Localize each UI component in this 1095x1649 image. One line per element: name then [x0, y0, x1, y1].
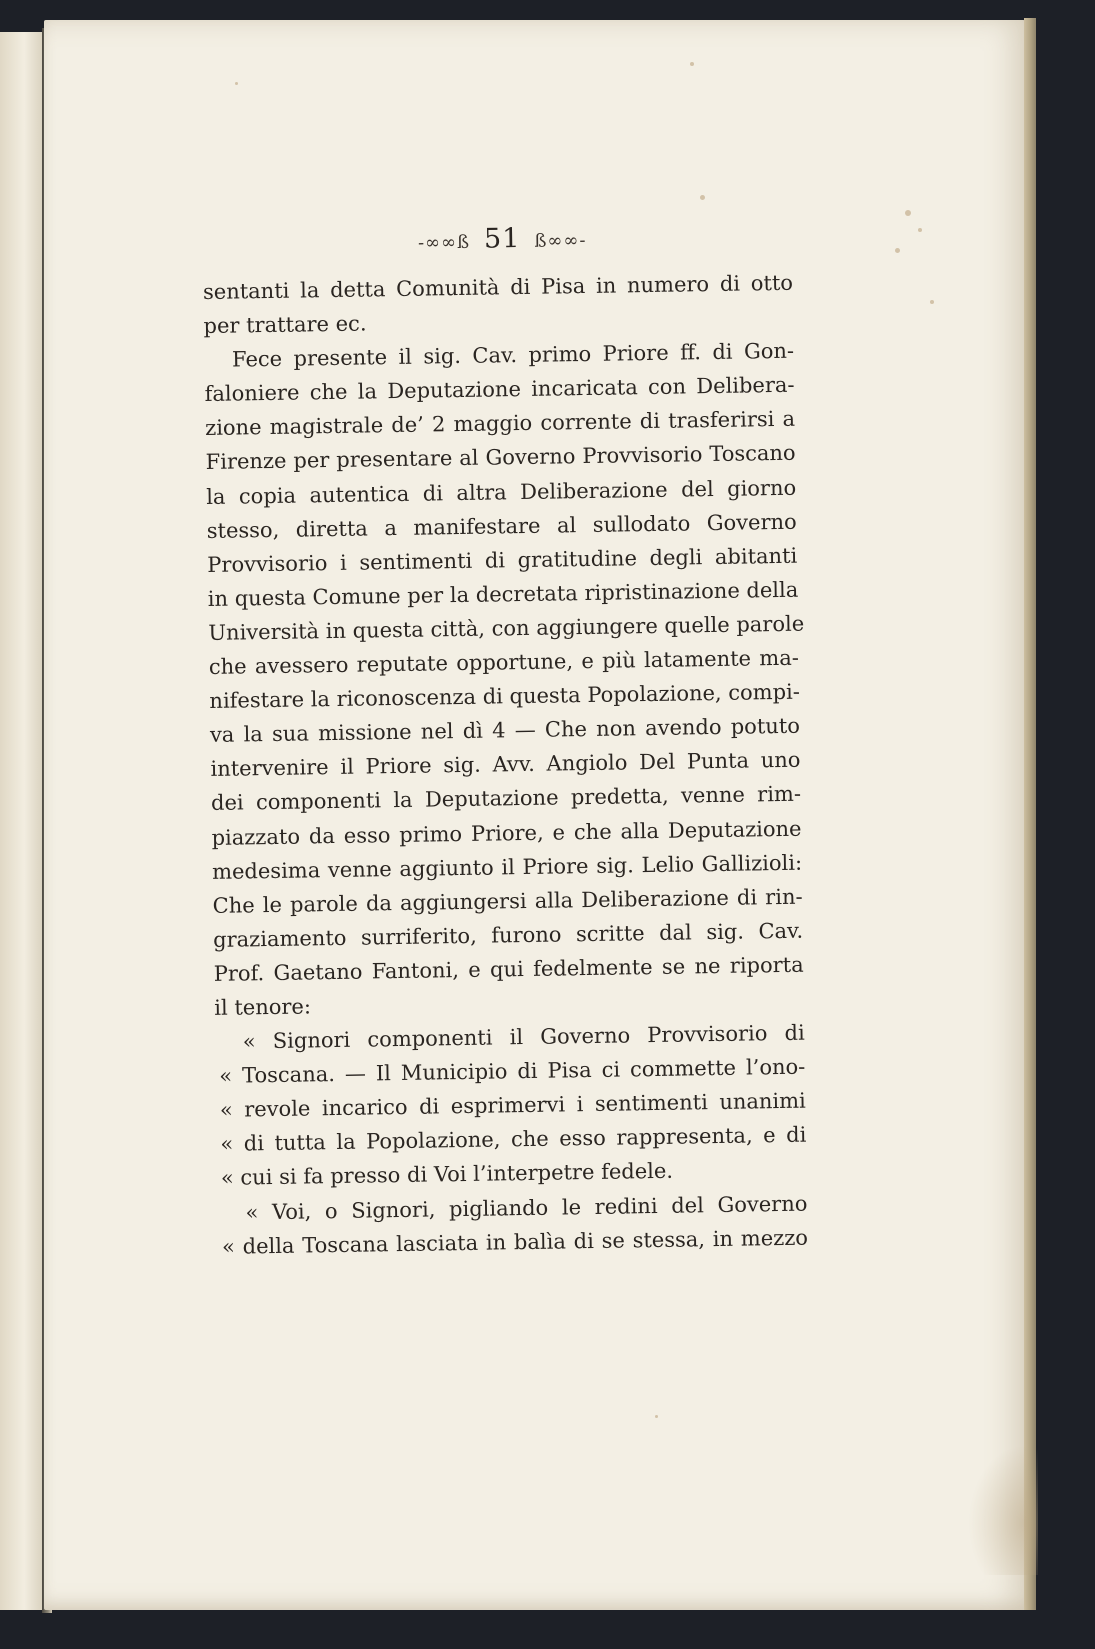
text-line: sentanti la detta Comunità di Pisa in numero di otto — [202, 270, 794, 304]
text-line: graziamento surriferito, furono scritte dal sig. Cav. — [212, 918, 804, 952]
text-line: Provvisorio i sentimenti di gratitudine degli abitanti — [207, 543, 798, 577]
text-line: va la sua missione nel dì 4 — Che non avendo potuto — [209, 713, 801, 748]
foxing-spot — [930, 300, 934, 304]
foxing-spot — [700, 195, 705, 200]
ornament-right: ß∞∞- — [534, 229, 587, 252]
foxing-spot — [235, 82, 238, 85]
text-line: zione magistrale de’ 2 maggio corrente di trasferirsi a — [204, 407, 796, 441]
text-line: Prof. Gaetano Fantoni, e qui fedelmente se ne riporta — [213, 952, 804, 986]
text-line: che avessero reputate opportune, e più latamente ma- — [208, 645, 800, 679]
foxing-spot — [895, 248, 900, 253]
quote-line: « Toscana. — Il Municipio di Pisa ci commette l’ono- — [219, 1054, 806, 1088]
quote-line: « Voi, o Signori, pigliando le redini del Governo — [245, 1191, 808, 1224]
text-line: per trattare ec. — [203, 311, 367, 339]
text-line: la copia autentica di altra Deliberazione del giorno — [206, 475, 797, 509]
page-text — [202, 219, 808, 1264]
text-line: Fece presente il sig. Cav. primo Priore ff. di Gon- — [231, 338, 795, 372]
foxing-spot — [905, 210, 911, 216]
quote-line: « di tutta la Popolazione, che esso rappresenta, e di — [220, 1122, 807, 1157]
quote-line: « cui si fa presso di Voi l’interpetre fedele. — [220, 1159, 674, 1191]
page-edge — [1024, 18, 1036, 1610]
text-line: in questa Comune per la decretata ripristinazione della — [207, 577, 799, 611]
foxing-spot — [655, 1415, 658, 1418]
text-line: Che le parole da aggiungersi alla Deliberazione di rin- — [212, 884, 803, 918]
corner-stain — [968, 1445, 1038, 1575]
text-line: nifestare la riconoscenza di questa Popolazione, compi- — [209, 679, 801, 714]
quote-line: « revole incarico di esprimervi i sentimenti unanimi — [219, 1088, 806, 1123]
text-line: intervenire il Priore sig. Avv. Angiolo Del Punta uno — [210, 747, 801, 782]
text-line: faloniere che la Deputazione incaricata con Delibera- — [204, 372, 795, 407]
text-line: piazzato da esso primo Priore, e che alla Deputazione — [211, 816, 802, 850]
foxing-spot — [918, 228, 922, 232]
text-line: il tenore: — [214, 994, 312, 1020]
left-page-edge — [0, 32, 46, 1610]
text-line: dei componenti la Deputazione predetta, venne rim- — [210, 782, 802, 816]
ornament-left: -∞∞ß — [417, 231, 471, 254]
quote-line: « Signori componenti il Governo Provvisorio di — [242, 1020, 805, 1054]
text-line: stesso, diretta a manifestare al sullodato Governo — [206, 509, 797, 543]
quote-line: « della Toscana lasciata in balìa di se stessa, in mezzo — [221, 1225, 809, 1259]
text-line: medesima venne aggiunto il Priore sig. Lelio Gallizioli: — [211, 850, 803, 884]
text-line: Università in questa città, con aggiungere quelle parole — [208, 611, 805, 645]
page-number: 51 — [483, 223, 521, 255]
text-line: Firenze per presentare al Governo Provvisorio Toscano — [205, 441, 796, 475]
foxing-spot — [690, 62, 694, 66]
